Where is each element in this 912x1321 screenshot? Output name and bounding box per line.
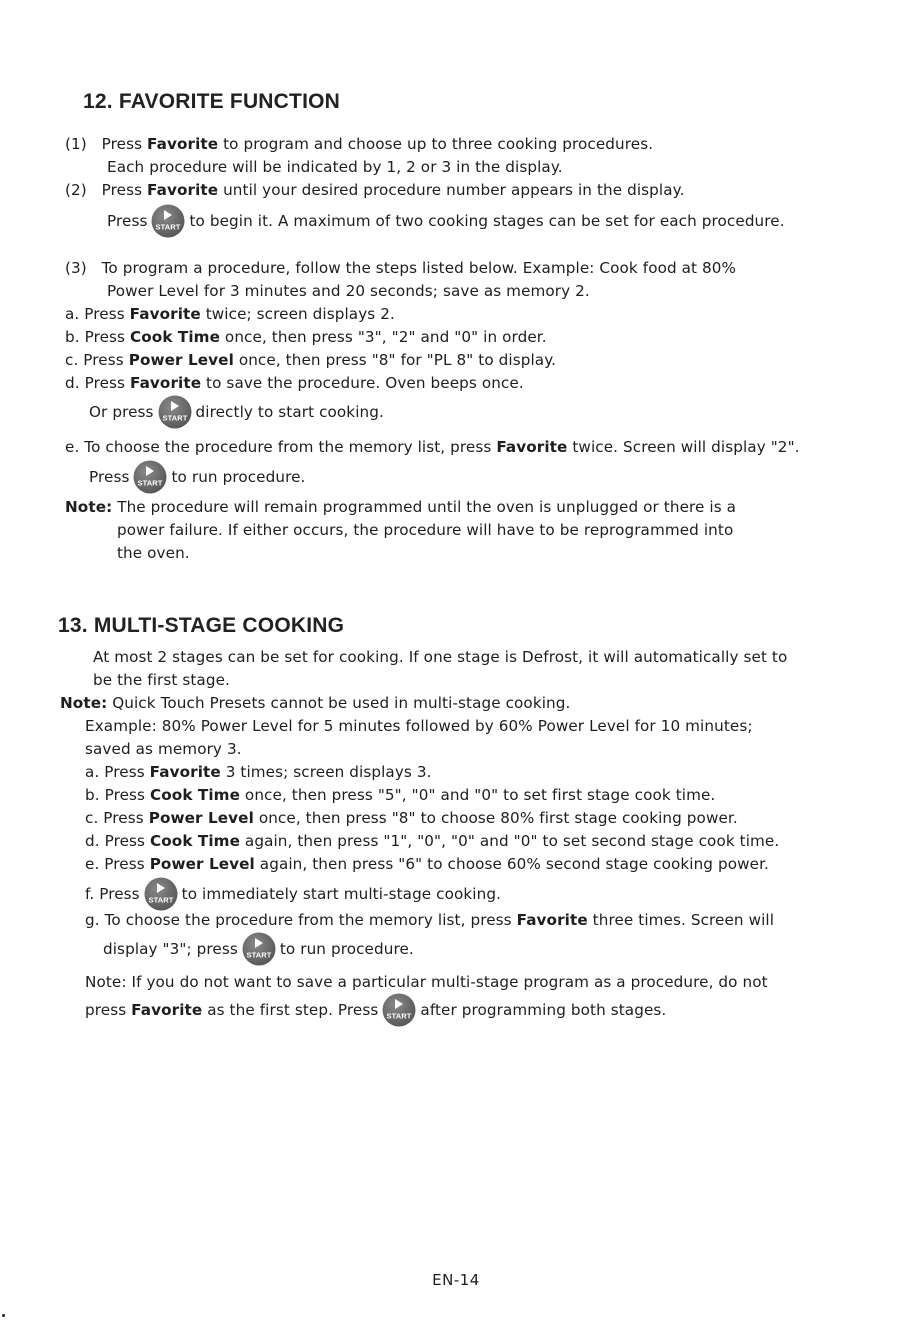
section-12-title: 12. FAVORITE FUNCTION — [83, 90, 340, 113]
svg-text:START: START — [246, 950, 272, 959]
step-text: b. Press — [65, 328, 130, 346]
step-text: To program a procedure, follow the steps listed below. Example: Cook food at 80% — [101, 259, 737, 277]
example-line1: Example: 80% Power Level for 5 minutes followed by 60% Power Level for 10 minutes; — [85, 717, 753, 735]
step-text: to begin it. A maximum of two cooking stages can be set for each procedure. — [189, 212, 785, 230]
svg-text:START: START — [386, 1011, 412, 1020]
scan-dot — [2, 1314, 5, 1317]
key-favorite: Favorite — [147, 135, 219, 153]
section-13-title: 13. MULTI-STAGE COOKING — [58, 614, 345, 637]
step-text: Press — [101, 135, 148, 153]
step-3 — [65, 258, 736, 278]
key-favorite: Favorite — [496, 438, 568, 456]
key-cook-time: Cook Time — [150, 832, 240, 850]
step-text: d. Press — [65, 374, 130, 392]
step-d-alt — [89, 402, 384, 422]
key-favorite: Favorite — [149, 763, 221, 781]
step-text: c. Press — [85, 809, 149, 827]
step-text: again, then press "6" to choose 60% second stage cooking power. — [254, 855, 769, 873]
start-button-icon — [151, 204, 185, 238]
step-text: b. Press — [85, 786, 150, 804]
step-text: after programming both stages. — [420, 1001, 667, 1019]
step-text: a. Press — [85, 763, 150, 781]
start-button-icon — [158, 395, 192, 429]
step-e — [65, 437, 800, 457]
step-a — [65, 304, 395, 324]
note-text: Quick Touch Presets cannot be used in multi-stage cooking. — [107, 694, 571, 712]
note-13-b-line1: Note: If you do not want to save a particular multi-stage program as a procedure, do not — [85, 973, 768, 991]
note-13-b-line2 — [85, 1000, 666, 1020]
stage-step-f — [85, 884, 501, 904]
start-button-icon — [242, 932, 276, 966]
stage-step-g-cont — [103, 939, 414, 959]
step-text: g. To choose the procedure from the memory list, press — [85, 911, 517, 929]
stage-step-c — [85, 808, 738, 828]
step-text: press — [85, 1001, 132, 1019]
key-favorite: Favorite — [130, 374, 202, 392]
intro-line1: At most 2 stages can be set for cooking. If one stage is Defrost, it will automatically set to — [93, 648, 788, 666]
step-3-cont: Power Level for 3 minutes and 20 seconds; save as memory 2. — [107, 282, 590, 300]
step-1-cont: Each procedure will be indicated by 1, 2 or 3 in the display. — [107, 158, 563, 176]
step-text: d. Press — [85, 832, 150, 850]
step-text: twice. Screen will display "2". — [567, 438, 800, 456]
step-text: a. Press — [65, 305, 130, 323]
stage-step-b — [85, 785, 715, 805]
step-text: Or press — [89, 403, 154, 421]
step-number: (2) — [65, 181, 87, 199]
step-text: to save the procedure. Oven beeps once. — [201, 374, 524, 392]
step-text: c. Press — [65, 351, 129, 369]
note-12-line2: power failure. If either occurs, the procedure will have to be reprogrammed into — [117, 521, 734, 539]
step-text: again, then press "1", "0", "0" and "0" to set second stage cook time. — [240, 832, 780, 850]
step-text: until your desired procedure number appears in the display. — [218, 181, 685, 199]
note-label: Note: — [65, 498, 113, 516]
step-text: Press — [101, 181, 148, 199]
step-text: once, then press "5", "0" and "0" to set first stage cook time. — [240, 786, 716, 804]
step-text: twice; screen displays 2. — [200, 305, 395, 323]
key-power-level: Power Level — [148, 809, 254, 827]
stage-step-g — [85, 910, 774, 930]
step-text: Press — [89, 468, 130, 486]
start-button-icon — [133, 460, 167, 494]
step-text: directly to start cooking. — [195, 403, 384, 421]
key-favorite: Favorite — [147, 181, 219, 199]
step-number: (1) — [65, 135, 87, 153]
note-text: The procedure will remain programmed until the oven is unplugged or there is a — [112, 498, 737, 516]
stage-step-d — [85, 831, 779, 851]
step-e-run — [89, 467, 305, 487]
step-text: to program and choose up to three cooking procedures. — [218, 135, 654, 153]
step-text: once, then press "8" for "PL 8" to display. — [233, 351, 557, 369]
step-text: to immediately start multi-stage cooking. — [181, 885, 502, 903]
key-favorite: Favorite — [129, 305, 201, 323]
step-text: e. To choose the procedure from the memory list, press — [65, 438, 497, 456]
note-12 — [65, 497, 736, 517]
step-d — [65, 373, 524, 393]
key-cook-time: Cook Time — [130, 328, 220, 346]
step-text: three times. Screen will — [587, 911, 775, 929]
step-text: Press — [107, 212, 148, 230]
step-text: display "3"; press — [103, 940, 238, 958]
key-power-level: Power Level — [149, 855, 255, 873]
step-text: to run procedure. — [279, 940, 414, 958]
step-c — [65, 350, 556, 370]
start-button-icon — [144, 877, 178, 911]
page-number: EN-14 — [432, 1271, 480, 1289]
svg-text:START: START — [156, 222, 181, 231]
note-12-line3: the oven. — [117, 544, 190, 562]
key-power-level: Power Level — [128, 351, 234, 369]
note-label: Note: — [60, 694, 108, 712]
svg-text:START: START — [148, 895, 174, 904]
stage-step-a — [85, 762, 432, 782]
intro-line2: be the first stage. — [93, 671, 230, 689]
key-cook-time: Cook Time — [150, 786, 240, 804]
step-1 — [65, 134, 653, 154]
key-favorite: Favorite — [131, 1001, 203, 1019]
key-favorite: Favorite — [516, 911, 588, 929]
step-2-cont — [107, 211, 785, 231]
stage-step-e — [85, 854, 769, 874]
svg-text:START: START — [162, 413, 188, 422]
example-line2: saved as memory 3. — [85, 740, 242, 758]
step-text: f. Press — [85, 885, 140, 903]
step-2 — [65, 180, 685, 200]
step-text: as the first step. Press — [202, 1001, 379, 1019]
step-text: 3 times; screen displays 3. — [220, 763, 432, 781]
step-b — [65, 327, 547, 347]
step-text: once, then press "8" to choose 80% first stage cooking power. — [253, 809, 738, 827]
step-text: to run procedure. — [171, 468, 306, 486]
step-text: once, then press "3", "2" and "0" in order. — [220, 328, 547, 346]
svg-text:START: START — [138, 478, 163, 487]
start-button-icon — [382, 993, 416, 1027]
note-13 — [60, 693, 570, 713]
step-number: (3) — [65, 259, 87, 277]
step-text: e. Press — [85, 855, 150, 873]
